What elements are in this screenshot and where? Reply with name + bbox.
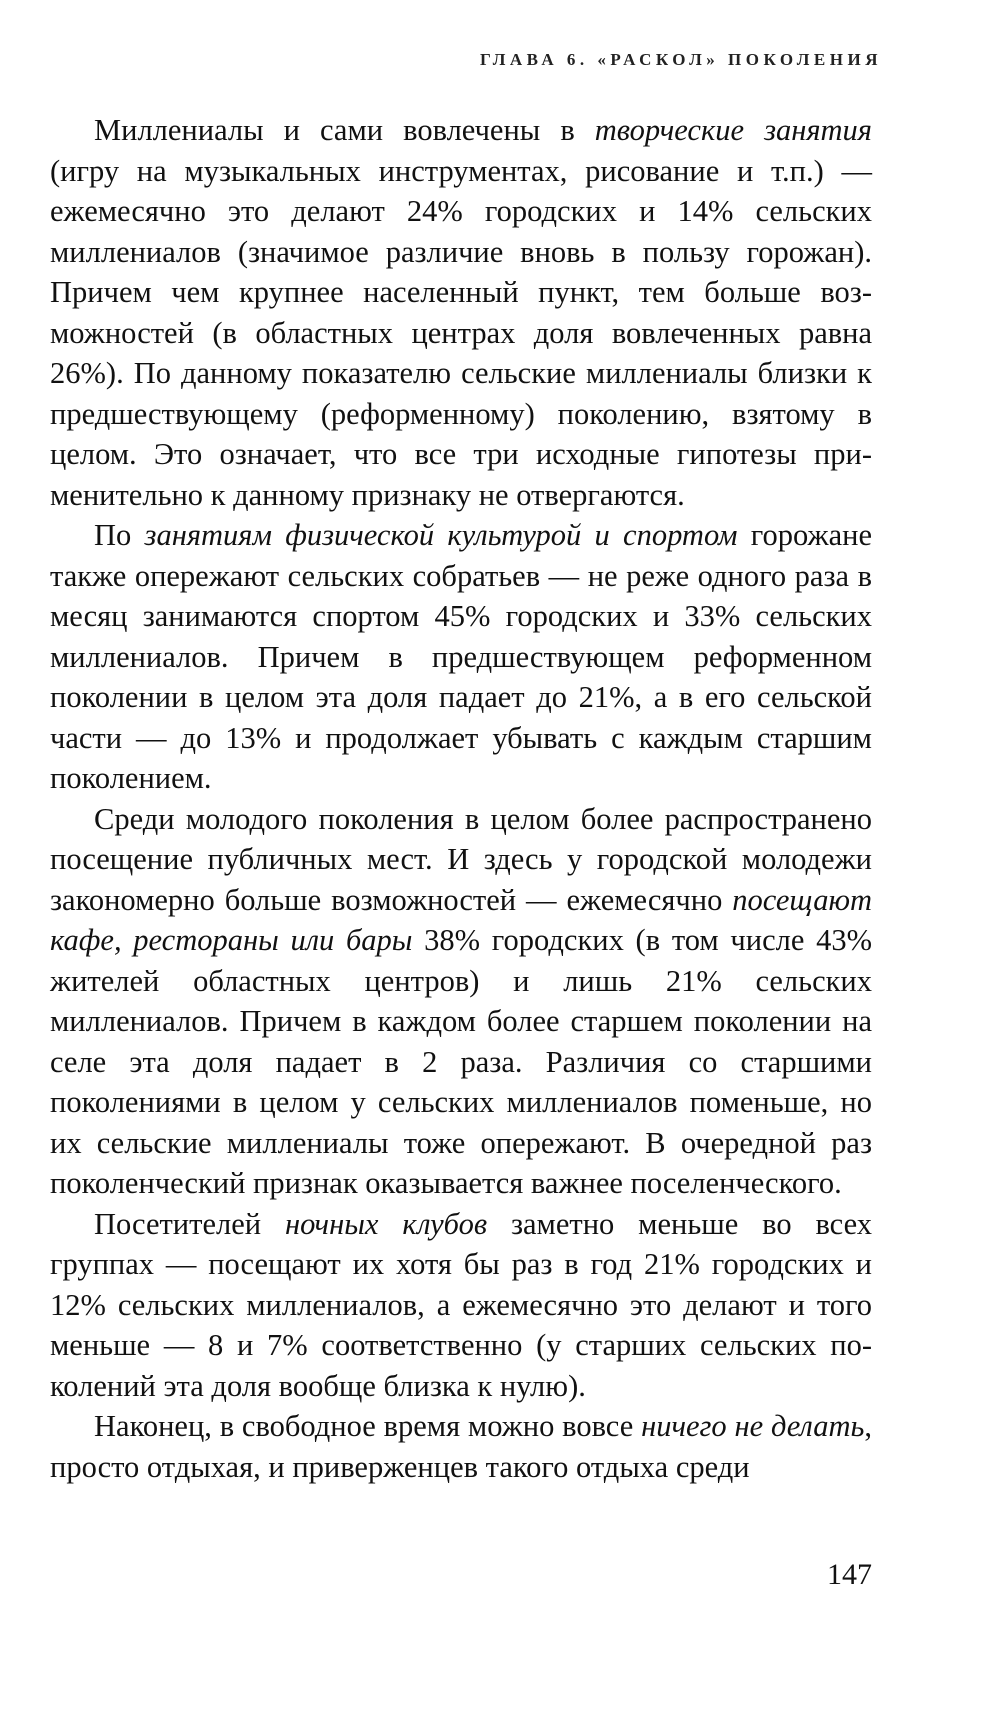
paragraph-sports: [50, 515, 872, 799]
paragraph-emphasis: занятиям физической культурой и спортом: [144, 518, 738, 552]
paragraph-text: Среди молодого поколения в целом более распространено посещение публичных мест. И здесь у городской молодежи закономерно больше возможностей — ежемесячно: [50, 801, 872, 917]
paragraph-text: Миллениалы и сами вовлечены в: [94, 113, 595, 147]
running-header: ГЛАВА 6. «РАСКОЛ» ПОКОЛЕНИЯ: [479, 50, 882, 69]
paragraph-emphasis: творческие занятия: [594, 113, 872, 147]
paragraph-text: заметно меньше во всех группах — посещают их хотя бы раз в год 21% городских и 12% сельских миллениалов, а ежемесячно это делают и того меньше — 8 и 7% соответственно (у старших сельских поколений эта доля вообще близка к нулю).: [50, 1206, 872, 1403]
paragraph-night-clubs: [50, 1204, 872, 1407]
paragraph-text: (игру на музыкальных инструментах, рисование и т.п.) — ежемесячно это делают 24% городских и 14% сельских миллениалов (значимое различие вновь в пользу горожан). Причем чем крупнее населенный пункт, тем больше возможностей (в областных центрах доля вовлеченных равна 26%). По данному показателю сельские миллениалы близки к предшествующему (реформенному) поколению, взятому в целом. Это означает, что все три исходные гипотезы применительно к данному признаку не отвергаются.: [50, 153, 872, 512]
paragraph-text: , просто отдыхая, и приверженцев такого отдыха среди: [50, 1409, 872, 1484]
paragraph-text: Наконец, в свободное время можно вовсе: [94, 1409, 642, 1443]
paragraph-text: горожане также опережают сельских собратьев — не реже одного раза в месяц занимаются спортом 45% городских и 33% сельских миллениалов. Причем в предшествующем реформенном поколении в целом эта доля падает до 21%, а в его сельской части — до 13% и продолжает убывать с каждым старшим поколением.: [50, 518, 872, 795]
page-number: 147: [827, 1558, 872, 1591]
paragraph-text: По: [94, 518, 145, 552]
paragraph-public-places: [50, 799, 872, 1204]
paragraph-doing-nothing: [50, 1406, 872, 1487]
paragraph-emphasis: посещают кафе, рестораны или бары: [50, 882, 872, 957]
body-text: [50, 110, 872, 1487]
paragraph-emphasis: ночных клубов: [284, 1206, 488, 1241]
paragraph-text: Посетителей: [94, 1206, 285, 1241]
paragraph-emphasis: ничего не делать: [641, 1409, 865, 1443]
paragraph-text: 38% городских (в том числе 43% жителей областных центров) и лишь 21% сельских миллениалов. Причем в каждом более старшем поколении на селе эта доля падает в 2 раза. Различия со старшими поколениями в целом у сельских миллениалов поменьше, но их сельские миллениалы тоже опережают. В очередной раз поколенческий признак оказывается важнее поселенческого.: [50, 923, 872, 1200]
paragraph-creative-activities: [50, 110, 872, 515]
